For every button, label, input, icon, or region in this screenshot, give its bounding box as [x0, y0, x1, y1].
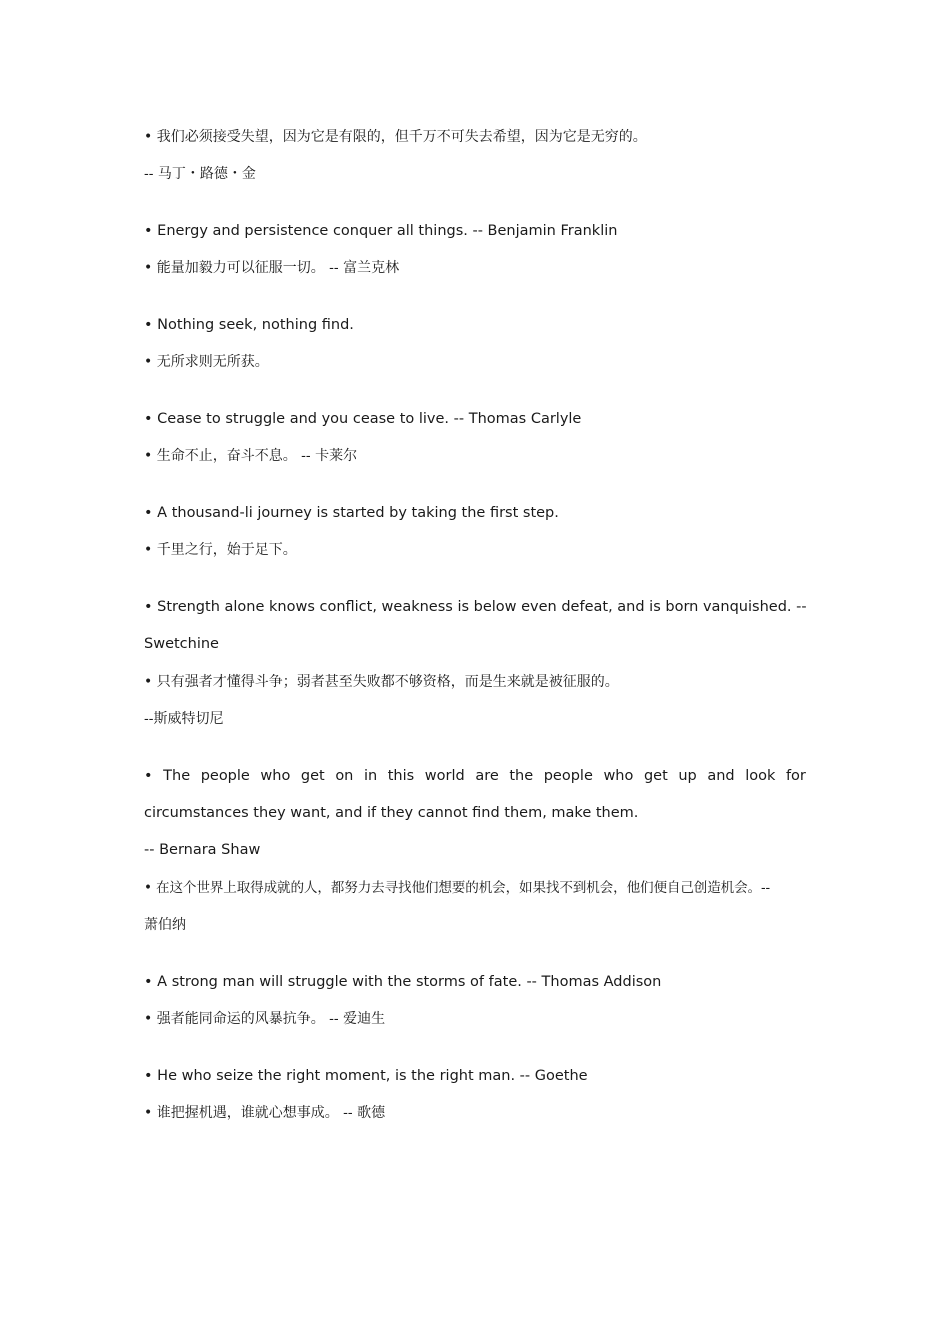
word: people — [543, 768, 593, 784]
word: for — [785, 768, 806, 784]
quote-shaw-english-line2: circumstances they want, and if they cannot find them, make them. — [144, 805, 639, 821]
word: world — [424, 768, 465, 784]
word: the — [509, 768, 534, 784]
word: in — [363, 768, 378, 784]
word: who — [603, 768, 634, 784]
quote-journey-english: • A thousand-li journey is started by taking the first step. — [144, 505, 559, 521]
quote-shaw-chinese-attribution: 萧伯纳 — [144, 917, 186, 933]
quote-addison-english: • A strong man will struggle with the storms of fate. -- Thomas Addison — [144, 974, 662, 990]
quote-carlyle-chinese: • 生命不止，奋斗不息。 -- 卡莱尔 — [144, 448, 358, 464]
word: people — [200, 768, 250, 784]
word: up — [678, 768, 697, 784]
word: are — [475, 768, 499, 784]
quote-swetchine-english: • Strength alone knows conflict, weakness is below even defeat, and is born vanquished. -- — [144, 599, 807, 615]
word: who — [260, 768, 291, 784]
quote-shaw-attribution: -- Bernara Shaw — [144, 842, 261, 858]
quote-franklin-english: • Energy and persistence conquer all things. -- Benjamin Franklin — [144, 223, 618, 239]
word: look — [745, 768, 776, 784]
quote-nothing-seek-chinese: • 无所求则无所获。 — [144, 354, 269, 370]
quote-nothing-seek-english: • Nothing seek, nothing find. — [144, 317, 354, 333]
word: this — [387, 768, 415, 784]
quote-franklin-chinese: • 能量加毅力可以征服一切。 -- 富兰克林 — [144, 260, 400, 276]
quote-shaw-english-line1 — [144, 766, 806, 786]
quote-goethe-english: • He who seize the right moment, is the right man. -- Goethe — [144, 1068, 588, 1084]
quote-king-attribution: -- 马丁・路德・金 — [144, 166, 256, 182]
word: get — [643, 768, 668, 784]
word: on — [335, 768, 354, 784]
quote-goethe-chinese: • 谁把握机遇，谁就心想事成。 -- 歌德 — [144, 1105, 386, 1121]
quote-king-chinese: • 我们必须接受失望，因为它是有限的，但千万不可失去希望，因为它是无穷的。 — [144, 129, 647, 145]
quote-swetchine-attribution: Swetchine — [144, 636, 219, 652]
quote-swetchine-chinese: • 只有强者才懂得斗争；弱者甚至失败都不够资格，而是生来就是被征服的。 — [144, 674, 619, 690]
word: and — [707, 768, 735, 784]
quote-swetchine-chinese-attribution: --斯威特切尼 — [144, 711, 224, 727]
word: The — [163, 768, 191, 784]
word: • — [144, 768, 153, 784]
word: get — [300, 768, 325, 784]
quote-carlyle-english: • Cease to struggle and you cease to live. -- Thomas Carlyle — [144, 411, 582, 427]
quote-shaw-chinese: • 在这个世界上取得成就的人，都努力去寻找他们想要的机会，如果找不到机会，他们便自己创造机会。-- — [144, 880, 770, 896]
quote-addison-chinese: • 强者能同命运的风暴抗争。 -- 爱迪生 — [144, 1011, 386, 1027]
quote-journey-chinese: • 千里之行，始于足下。 — [144, 542, 297, 558]
